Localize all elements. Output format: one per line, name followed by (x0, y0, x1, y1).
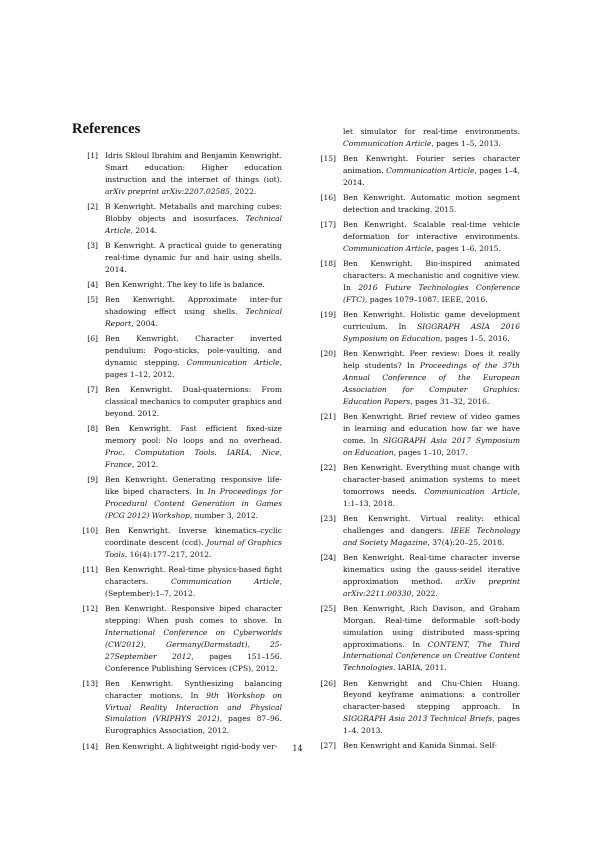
reference-venue: Communication Article (343, 244, 432, 254)
reference-entry (310, 462, 520, 510)
reference-venue: IEEE Technology and Society Magazine (343, 525, 520, 547)
reference-entry (72, 603, 282, 674)
reference-entry (310, 309, 520, 345)
reference-number: [8] (87, 424, 98, 434)
reference-text: Ben Kenwright. Virtual reality: ethical challenges and dangers. IEEE Technology and Society Magazine, 37(4):20–25, 2018. (343, 513, 520, 547)
reference-number: [3] (87, 240, 98, 250)
reference-entry (72, 333, 282, 381)
reference-entry (72, 384, 282, 420)
reference-text: Ben Kenwright. Scalable real-time vehicle deformation for interactive environments. Communication Article, pages 1–6, 2015. (343, 220, 520, 254)
reference-number: [17] (320, 220, 336, 230)
reference-venue: 2016 Future Technologies Conference (FTC) (343, 283, 520, 304)
reference-text: Ben Kenwright. Dual-quaternions: From classical mechanics to computer graphics and beyond. 2012. (105, 385, 282, 418)
reference-number: [24] (320, 552, 336, 562)
reference-text: Ben Kenwright. Fourier series character animation. Communication Article, pages 1–4, 2014. (343, 154, 520, 187)
reference-entry (72, 279, 282, 291)
references-column-right (310, 126, 520, 756)
reference-text: Ben Kenwright. The key to life is balance. (105, 279, 265, 289)
reference-entry (72, 150, 282, 198)
reference-text: Ben Kenwright and Chu-Chien Huang. Beyond keyframe animations: a controller character-based stepping approach. In SIGGRAPH Asia 2013 Technical Briefs, pages 1–4. 2013. (343, 678, 520, 736)
reference-venue: SIGGRAPH Asia 2017 Symposium on Education (343, 435, 520, 457)
reference-entry (310, 153, 520, 189)
reference-number: [4] (87, 279, 98, 289)
reference-number: [14] (82, 741, 98, 751)
reference-venue: Communication Article (343, 138, 432, 148)
reference-entry (72, 423, 282, 471)
reference-number: [6] (87, 334, 98, 344)
reference-number: [25] (320, 603, 336, 613)
reference-venue: Proc. Computation Tools. IARIA, Nice, France (105, 447, 282, 469)
reference-venue: SIGGRAPH ASIA 2016 Symposium on Education (343, 322, 520, 343)
reference-text: Ben Kenwright and Kanida Sinmai. Self- (343, 741, 497, 751)
reference-text: Ben Kenwright. Everything must change with character-based animation systems to meet tomorrows needs. Communication Article, 1:1–13, 2018. (343, 462, 521, 508)
reference-text: B Kenwright. Metaballs and marching cubes: Blobby objects and isosurfaces. Technical Article, 2014. (105, 201, 282, 235)
reference-number: [12] (82, 603, 98, 613)
reference-text: Ben Kenwright. Real-time character inverse kinematics using the gauss-seidel iterative approximation method. arXiv preprint arXiv:2211.00330, 2022. (343, 552, 520, 598)
reference-venue: Proceedings of the 37th Annual Conference of the European Association for Computer Graphics: Education Papers (343, 361, 520, 406)
reference-venue: CONTENT, The Third International Conference on Creative Content Technologies (343, 639, 520, 673)
reference-venue: Journal of Graphics Tools (105, 537, 282, 559)
reference-text: Ben Kenwright. Peer review: Does it really help students? In Proceedings of the 37th Annual Conference of the European Association for Computer Graphics: Education Papers, pages 31–32, 2016. (343, 349, 520, 406)
reference-continuation: let simulator for real-time environments. Communication Article, pages 1–5, 2013. (343, 127, 520, 148)
reference-entry (310, 348, 520, 408)
reference-entry (72, 564, 282, 600)
reference-text: Ben Kenwright. Fast efficient fixed-size memory pool: No loops and no overhead. Proc. Computation Tools. IARIA, Nice, France, 2012. (105, 424, 282, 469)
reference-text: Ben Kenwright. Bio-inspired animated characters: A mechanistic and cognitive view. In 2016 Future Technologies Conference (FTC), pages 1079–1087. IEEE, 2016. (343, 259, 520, 304)
reference-venue: SIGGRAPH Asia 2013 Technical Briefs (343, 714, 493, 724)
section-heading: References (72, 121, 141, 137)
reference-text: Ben Kenwright. Character inverted pendulum: Pogo-sticks, pole-vaulting, and dynamic stepping. Communication Article, pages 1–12, 2012. (105, 334, 282, 379)
reference-venue: Communication Article (386, 166, 475, 176)
reference-text: Ben Kenwright. Responsive biped character stepping: When push comes to shove. In International Conference on Cyberworlds (CW2012), Germany(Darmstadt), 25-27September 2012, pages 151–156. Conference Publishing Services (CPS), 2012. (105, 603, 282, 673)
reference-entry (310, 678, 520, 738)
reference-number: [21] (320, 412, 336, 422)
reference-text: Ben Kenwright. Generating responsive life-like biped characters. In In Proceedings for Procedural Content Generation in Games (PCG 2012) Workshop, number 3, 2012. (105, 475, 282, 520)
reference-venue: International Conference on Cyberworlds (CW2012), Germany(Darmstadt), 25-27September 2012 (105, 627, 282, 661)
references-column-left (72, 150, 282, 756)
reference-text: Ben Kenwright. Approximate inter-fur shadowing effect using shells. Technical Report, 2004. (105, 295, 282, 328)
reference-entry (72, 294, 282, 330)
reference-entry (310, 219, 520, 255)
reference-venue: Communication Article (424, 486, 518, 496)
reference-text: Ben Kenwright. Synthesizing balancing character motions. In 9th Workshop on Virtual Reality Interaction and Physical Simulation (VRIPHYS 2012), pages 87–96. Eurographics Association, 2012. (105, 678, 283, 736)
reference-entry (310, 258, 520, 306)
reference-number: [18] (320, 259, 336, 269)
reference-entry (310, 513, 520, 549)
reference-number: [23] (320, 513, 336, 523)
reference-number: [9] (87, 475, 98, 485)
reference-text: Idris Skloul Ibrahim and Benjamin Kenwright. Smart education: Higher education instruction and the internet of things (iot). arXiv preprint arXiv:2207.02585, 2022. (105, 151, 282, 196)
reference-text: Ben Kenwright. Real-time physics-based fight characters. Communication Article, (September):1–7, 2012. (105, 564, 282, 598)
reference-venue: Technical Report (105, 307, 282, 328)
reference-number: [5] (87, 295, 98, 305)
reference-entry (72, 240, 282, 276)
reference-entry (310, 552, 520, 600)
reference-number: [16] (320, 193, 336, 203)
reference-number: [20] (320, 349, 336, 359)
reference-number: [10] (82, 525, 98, 535)
reference-venue: Communication Article (186, 357, 280, 367)
reference-text: Ben Kenwright. A lightweight rigid-body ver- (105, 741, 278, 751)
reference-entry (72, 678, 282, 738)
page-number: 14 (292, 744, 303, 753)
reference-venue: arXiv preprint arXiv:2211.00330 (343, 576, 520, 598)
reference-entry (310, 603, 520, 674)
reference-number: [19] (320, 310, 336, 320)
reference-entry (72, 474, 282, 522)
reference-entry (72, 525, 282, 561)
reference-text: Ben Kenwright. Inverse kinematics–cyclic coordinate descent (ccd). Journal of Graphics Tools, 16(4):177–217, 2012. (105, 525, 282, 559)
reference-text: Ben Kenwright. Holistic game development curriculum. In SIGGRAPH ASIA 2016 Symposium on Education, pages 1–5, 2016. (343, 310, 520, 343)
reference-number: [26] (320, 678, 336, 688)
reference-text: Ben Kenwright. Automatic motion segment detection and tracking. 2015. (343, 193, 520, 215)
reference-venue: In Proceedings for Procedural Content Generation in Games (PCG 2012) Workshop (105, 486, 282, 520)
reference-number: [15] (320, 154, 336, 164)
reference-venue: 9th Workshop on Virtual Reality Interaction and Physical Simulation (VRIPHYS 2012) (105, 690, 282, 724)
reference-number: [7] (87, 385, 98, 395)
reference-text: B Kenwright. A practical guide to generating real-time dynamic fur and hair using shells. 2014. (105, 240, 282, 274)
reference-venue: arXiv preprint arXiv:2207.02585 (105, 186, 230, 196)
reference-entry (310, 411, 520, 459)
reference-number: [22] (320, 462, 336, 472)
reference-number: [27] (320, 741, 336, 751)
reference-entry (310, 192, 520, 216)
reference-number: [2] (87, 201, 98, 211)
reference-number: [1] (87, 151, 98, 160)
reference-venue: Communication Article (170, 576, 280, 586)
reference-venue: Technical Article (105, 213, 282, 235)
reference-number: [13] (82, 678, 98, 688)
reference-number: [11] (82, 564, 98, 574)
reference-text: Ben Kenwright, Rich Davison, and Graham Morgan. Real-time deformable soft-body simulation using distributed mass-spring approximations. In CONTENT, The Third International Conference on Creative Content Technologies. IARIA, 2011. (343, 603, 520, 673)
reference-entry (72, 201, 282, 237)
reference-text: Ben Kenwright. Brief review of video games in learning and education how far we have come. In SIGGRAPH Asia 2017 Symposium on Education, pages 1–10, 2017. (343, 412, 520, 457)
